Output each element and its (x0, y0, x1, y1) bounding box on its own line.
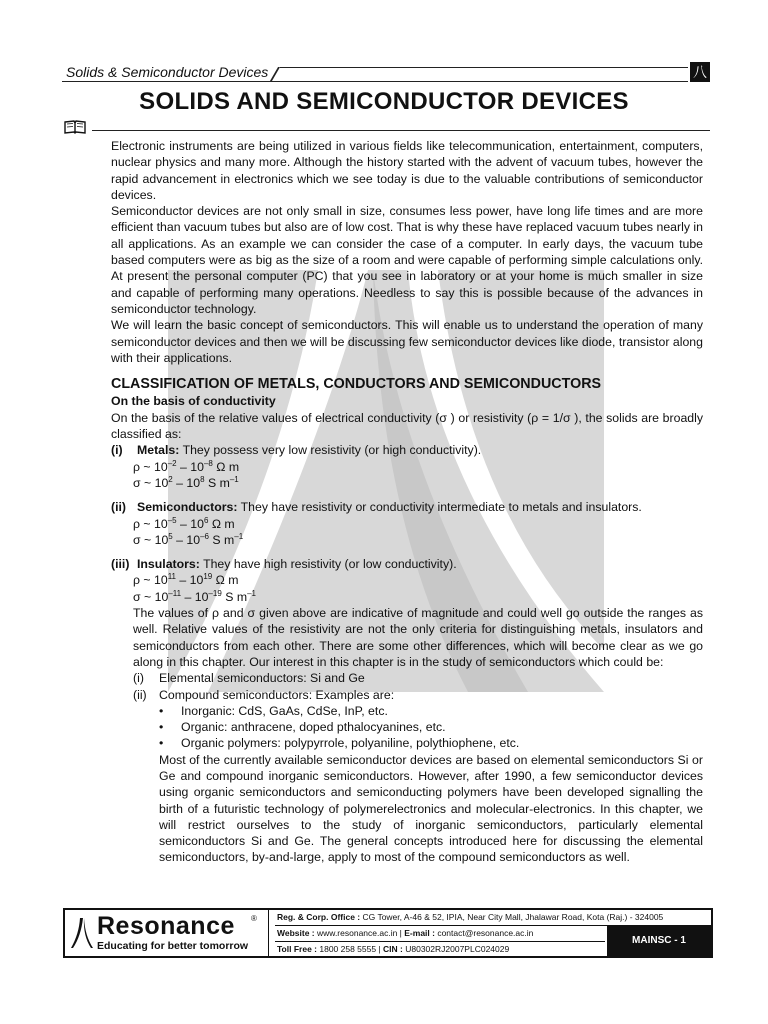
page-title: SOLIDS AND SEMICONDUCTOR DEVICES (139, 88, 629, 115)
intro-paragraph: Electronic instruments are being utilized in various fields like telecommunication, entertainment, computers, nuclear physics and many more. Although the history started with the advent of vacuum tubes, however the rapid advancement in electronics which we see today is due to the valuable contributions of semiconductor devices. (111, 139, 703, 202)
item-label: Metals: (137, 443, 180, 458)
conductivity-formula: σ ~ $10^2 - 10^8$ S $m^{-1}$ (133, 474, 239, 490)
sub-heading: On the basis of conductivity (111, 394, 276, 409)
footer-logo (65, 910, 269, 956)
page-code: MAINSC - 1 (607, 925, 711, 956)
bullet-item: • Organic polymers: polypyrrole, polyaniline, polythiophene, etc. (159, 736, 520, 751)
title-rule (92, 130, 710, 131)
registered-mark: ® (251, 914, 257, 923)
website-email: Website : www.resonance.ac.in | E-mail : contact@resonance.ac.in (275, 926, 605, 942)
bullet-item: • Inorganic: CdS, GaAs, CdSe, InP, etc. (159, 703, 388, 718)
brand-tagline: Educating for better tomorrow (97, 940, 249, 952)
closing-paragraph: Most of the currently available semiconductor devices are based on elemental semiconductors Si or Ge and compound inorganic semiconductors. However, after 1990, a few semiconductor devices using organic semiconductors and semiconducting polymers have been developed signalling the birth of a futuristic technology of polymerelectronics and molecular-electronics. In this chapter, we will restrict ourselves to the study of inorganic semiconductors, particularly elemental semiconductors Si and Ge. The general concepts introduced here for discussing the elemental semiconductors, by-and-large, apply to most of the compound semiconductors as well. (159, 752, 703, 865)
footer-top-rule (275, 910, 711, 926)
office-address: Reg. & Corp. Office : CG Tower, A-46 & 52, IPIA, Near City Mall, Jhalawar Road, Kota (Raj.) - 324005 (275, 910, 605, 926)
classification-item-insulators (111, 556, 703, 572)
resistivity-formula: ρ ~ $10^{11} - 10^{19}$ Ω m (133, 572, 239, 588)
bullet-item: • Organic: anthracene, doped pthalocyanines, etc. (159, 720, 446, 735)
item-text: They possess very low resistivity (or high conductivity). (179, 443, 482, 458)
semiconductor-type: (i) Elemental semiconductors: Si and Ge (133, 671, 365, 686)
item-number: (i) (111, 443, 123, 458)
footer (63, 908, 713, 958)
email-link[interactable]: contact@resonance.ac.in (434, 928, 534, 938)
conductivity-formula: σ ~ $10^5 - 10^{-6}$ S $m^{-1}$ (133, 531, 244, 547)
semiconductor-type: (ii) Compound semiconductors: Examples are: (133, 687, 395, 702)
item-text: They have high resistivity (or low conductivity). (199, 557, 457, 572)
header-rule-top (280, 67, 688, 68)
item-label: Semiconductors: (137, 500, 238, 515)
brand-name: Resonance (97, 912, 235, 940)
intro-paragraph: We will learn the basic concept of semiconductors. This will enable us to understand the operation of many semiconductor devices and then we will be discussing few semiconductor devices like diode, transistor along with their applications. (111, 318, 703, 365)
running-title: Solids & Semiconductor Devices (66, 64, 269, 80)
resonance-mark-icon (71, 916, 93, 950)
classification-item-metals (111, 442, 703, 458)
website-link[interactable]: www.resonance.ac.in | (314, 928, 405, 938)
item-text: They have resistivity or conductivity intermediate to metals and insulators. (237, 500, 642, 515)
resistivity-formula: ρ ~ $10^{-5} - 10^6$ Ω m (133, 515, 235, 531)
lead-paragraph: On the basis of the relative values of electrical conductivity (σ ) or resistivity (ρ = 1/σ ), the solids are broadly classified as: (111, 410, 703, 442)
item-number: (ii) (111, 500, 127, 515)
section-heading: CLASSIFICATION OF METALS, CONDUCTORS AND SEMICONDUCTORS (111, 376, 602, 393)
running-header (62, 62, 710, 82)
resistivity-formula: ρ ~ $10^{-2} - 10^{-8}$ Ω m (133, 458, 240, 474)
item-label: Insulators: (137, 557, 200, 572)
conductivity-formula: σ ~ $10^{-11} - 10^{-19}$ S $m^{-1}$ (133, 588, 256, 604)
book-icon (64, 119, 86, 139)
resonance-logo-icon: 八 (690, 62, 710, 82)
intro-paragraph: Semiconductor devices are not only small in size, consumes less power, have long life times and are more efficient than vacuum tubes but also are of low cost. That is why these have replaced vacuum tubes nearly in all applications. As an example we can consider the case of a computer. In early days, the vacuum tube based computers were as big as the size of a room and were capable of performing simple calculations only. At present the personal computer (PC) that you see in laboratory or at your home is much smaller in size and capable of performing many operations. Needless to say this is possible because of the advances in semiconductor technology. (111, 204, 703, 316)
header-slant (270, 67, 280, 81)
header-rule (62, 81, 688, 82)
body-content (111, 138, 703, 866)
item-number: (iii) (111, 557, 130, 572)
tollfree-cin: Toll Free : 1800 258 5555 | CIN : U80302RJ2007PLC024029 (277, 944, 510, 954)
classification-item-semiconductors (111, 499, 703, 515)
values-note-paragraph: The values of ρ and σ given above are indicative of magnitude and could well go outside the ranges as well. Relative values of the resistivity are not the only criteria for distinguishing metals, insulators and semiconductors from each other. There are some other differences, which will become clear as we go along in this chapter. Our interest in this chapter is in the study of semiconductors which could be: (133, 606, 703, 669)
